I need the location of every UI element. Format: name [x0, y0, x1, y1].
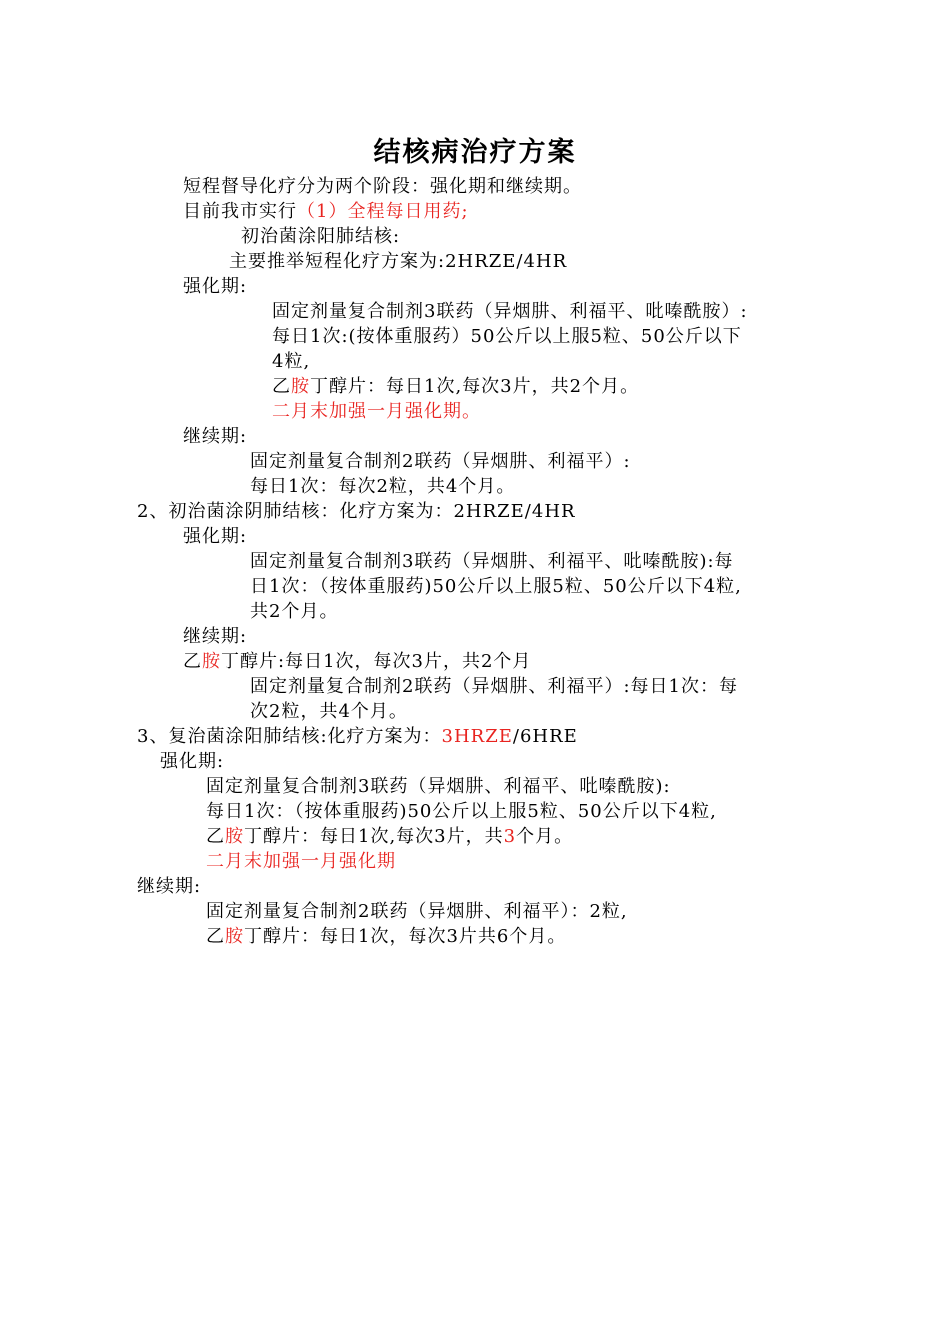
text-line: 主要推举短程化疗方案为:2HRZE/4HR [229, 251, 568, 272]
text-line: 固定剂量复合制剂3联药（异烟肼、利福平、吡嗪酰胺): [206, 776, 671, 797]
text-line: 固定剂量复合制剂2联药（异烟肼、利福平）: [250, 451, 631, 472]
text-line: 固定剂量复合制剂3联药（异烟肼、利福平、吡嗪酰胺）: [272, 301, 748, 322]
text-line: 短程督导化疗分为两个阶段：强化期和继续期。 [183, 176, 582, 197]
section-heading: 强化期: [160, 751, 225, 772]
text-line: 4粒, [272, 351, 311, 372]
highlight-text: 胺 [202, 651, 221, 672]
text-line: 次2粒，共4个月。 [250, 701, 408, 722]
text-line: 乙胺丁醇片：每日1次，每次3片共6个月。 [206, 926, 567, 947]
numbered-item: 3、复治菌涂阳肺结核:化疗方案为：3HRZE/6HRE [137, 726, 578, 747]
text-line: 固定剂量复合制剂3联药（异烟肼、利福平、吡嗪酰胺):每 [250, 551, 734, 572]
highlight-text: （1）全程每日用药; [297, 201, 469, 222]
highlight-text: 胺 [225, 826, 244, 847]
highlight-text: 胺 [225, 926, 244, 947]
document-title: 结核病治疗方案 [373, 137, 577, 168]
text-line: 每日1次：（按体重服药)50公斤以上服5粒、50公斤以下4粒, [206, 801, 717, 822]
section-heading: 继续期: [137, 876, 202, 897]
text-line: 日1次：（按体重服药)50公斤以上服5粒、50公斤以下4粒, [250, 576, 742, 597]
text-line: 乙胺丁醇片:每日1次，每次3片，共2个月 [183, 651, 532, 672]
highlight-line: 二月末加强一月强化期 [206, 851, 396, 872]
text-line: 初治菌涂阳肺结核: [241, 226, 401, 247]
text-line: 每日1次：每次2粒，共4个月。 [250, 476, 516, 497]
section-heading: 强化期: [183, 276, 248, 297]
highlight-text: 3HRZE [441, 726, 513, 747]
numbered-item: 2、初治菌涂阴肺结核：化疗方案为：2HRZE/4HR [137, 501, 576, 522]
highlight-text: 胺 [291, 376, 310, 397]
section-heading: 继续期: [183, 626, 248, 647]
text-line: 乙胺丁醇片：每日1次,每次3片，共2个月。 [272, 376, 640, 397]
highlight-text: 3 [503, 826, 517, 847]
text-line: 每日1次:(按体重服药）50公斤以上服5粒、50公斤以下 [272, 326, 742, 347]
highlight-line: 二月末加强一月强化期。 [272, 401, 481, 422]
text-line: 目前我市实行（1）全程每日用药; [183, 201, 469, 222]
text-line: 共2个月。 [250, 601, 339, 622]
text-line: 固定剂量复合制剂2联药（异烟肼、利福平）：2粒, [206, 901, 628, 922]
section-heading: 继续期: [183, 426, 248, 447]
text-line: 固定剂量复合制剂2联药（异烟肼、利福平）:每日1次：每 [250, 676, 738, 697]
section-heading: 强化期: [183, 526, 248, 547]
text-line: 乙胺丁醇片：每日1次,每次3片，共3个月。 [206, 826, 574, 847]
